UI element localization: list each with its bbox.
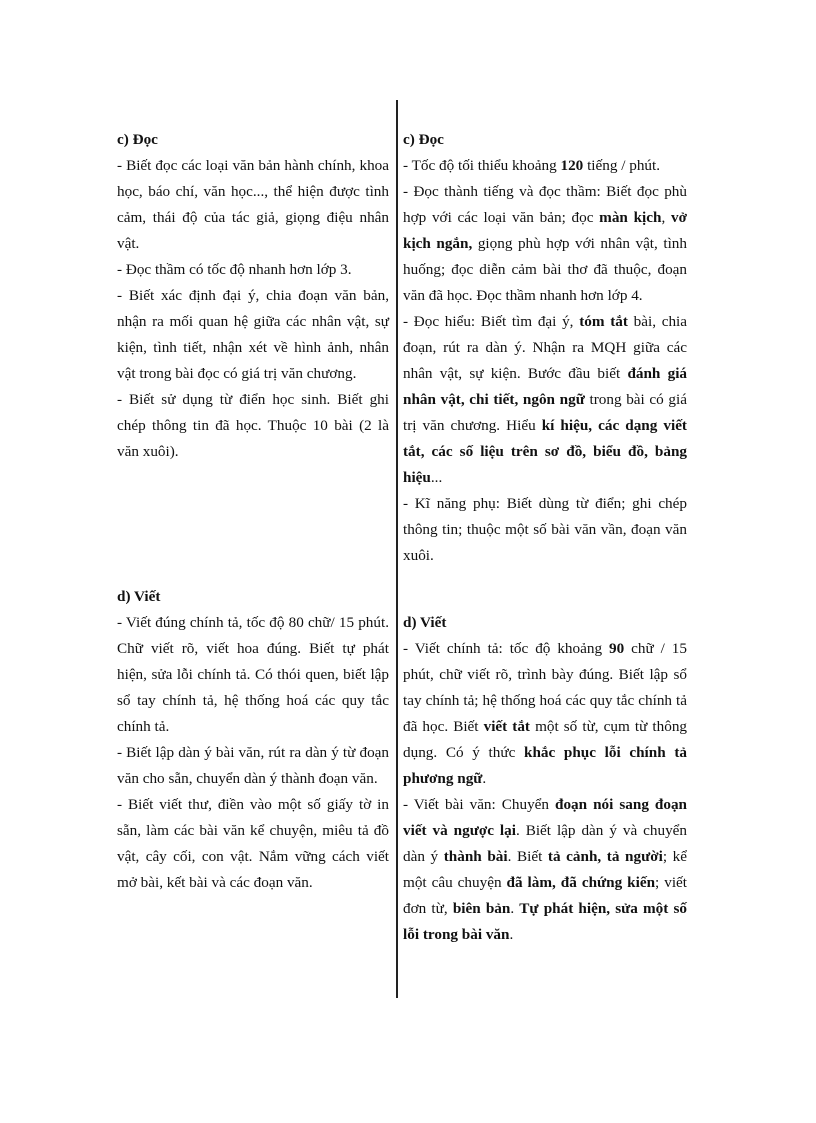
left-doc-item: - Biết xác định đại ý, chia đoạn văn bản, nhận ra mối quan hệ giữa các nhân vật, sự kiện, tình tiết, nhận xét về hình ảnh, nhân vật trong bài đọc có giá trị văn chương. xyxy=(117,287,389,382)
left-doc-section xyxy=(117,127,389,465)
right-doc-speed: - Tốc độ tối thiểu khoảng 120 tiếng / phút. xyxy=(403,157,661,174)
left-viet-item: - Biết viết thư, điền vào một số giấy tờ in sẵn, làm các bài văn kể chuyện, miêu tả đồ vật, cây cối, con vật. Nắm vững cách viết mở bài, kết bài và các đoạn văn. xyxy=(117,796,389,891)
left-doc-item: - Biết đọc các loại văn bản hành chính, khoa học, báo chí, văn học..., thể hiện được tình cảm, thái độ của tác giả, giọng điệu nhân vật. xyxy=(117,157,389,252)
left-viet-section xyxy=(117,584,389,896)
right-doc-comprehension: - Đọc hiểu: Biết tìm đại ý, tóm tắt bài, chia đoạn, rút ra dàn ý. Nhận ra MQH giữa các nhân vật, sự kiện. Bước đầu biết đánh giá nhân vật, chi tiết, ngôn ngữ trong bài có giá trị văn chương. Hiểu kí hiệu, các dạng viết tắt, các số liệu trên sơ đồ, biểu đồ, bảng hiệu... xyxy=(403,313,688,486)
right-doc-section xyxy=(403,127,687,569)
left-doc-item: - Đọc thầm có tốc độ nhanh hơn lớp 3. xyxy=(117,261,352,278)
right-viet-section xyxy=(403,610,687,948)
left-viet-item: - Biết lập dàn ý bài văn, rút ra dàn ý từ đoạn văn cho sẵn, chuyển dàn ý thành đoạn văn. xyxy=(117,744,389,787)
right-doc-reading: - Đọc thành tiếng và đọc thầm: Biết đọc phù hợp với các loại văn bản; đọc màn kịch, vở kịch ngắn, giọng phù hợp với nhân vật, tình huống; đọc diễn cảm bài thơ đã thuộc, đoạn văn đã học. Đọc thầm nhanh hơn lớp 4. xyxy=(403,183,687,304)
left-doc-title: c) Đọc xyxy=(117,131,158,148)
left-viet-title: d) Viết xyxy=(117,588,161,605)
right-viet-spelling: - Viết chính tả: tốc độ khoảng 90 chữ / 15 phút, chữ viết rõ, trình bày đúng. Biết lập sổ tay chính tả; hệ thống hoá các quy tắc chính tả đã học. Biết viết tắt một số từ, cụm từ thông dụng. Có ý thức khắc phục lỗi chính tả phương ngữ. xyxy=(403,640,688,787)
column-divider xyxy=(396,100,398,998)
right-viet-title: d) Viết xyxy=(403,614,447,631)
left-viet-item: - Viết đúng chính tả, tốc độ 80 chữ/ 15 phút. Chữ viết rõ, viết hoa đúng. Biết tự phát hiện, sửa lỗi chính tả. Có thói quen, biết lập sổ tay chính tả, hệ thống hoá các quy tắc chính tả. xyxy=(117,614,389,735)
right-doc-title: c) Đọc xyxy=(403,131,444,148)
right-viet-essay: - Viết bài văn: Chuyển đoạn nói sang đoạn viết và ngược lại. Biết lập dàn ý và chuyển dàn ý thành bài. Biết tả cảnh, tả người; kể một câu chuyện đã làm, đã chứng kiến; viết đơn từ, biên bản. Tự phát hiện, sửa một số lỗi trong bài văn. xyxy=(403,796,688,943)
right-doc-skills: - Kĩ năng phụ: Biết dùng từ điển; ghi chép thông tin; thuộc một số bài văn vần, đoạn văn xuôi. xyxy=(403,495,687,564)
left-doc-item: - Biết sử dụng từ điển học sinh. Biết ghi chép thông tin đã học. Thuộc 10 bài (2 là văn xuôi). xyxy=(117,391,389,460)
